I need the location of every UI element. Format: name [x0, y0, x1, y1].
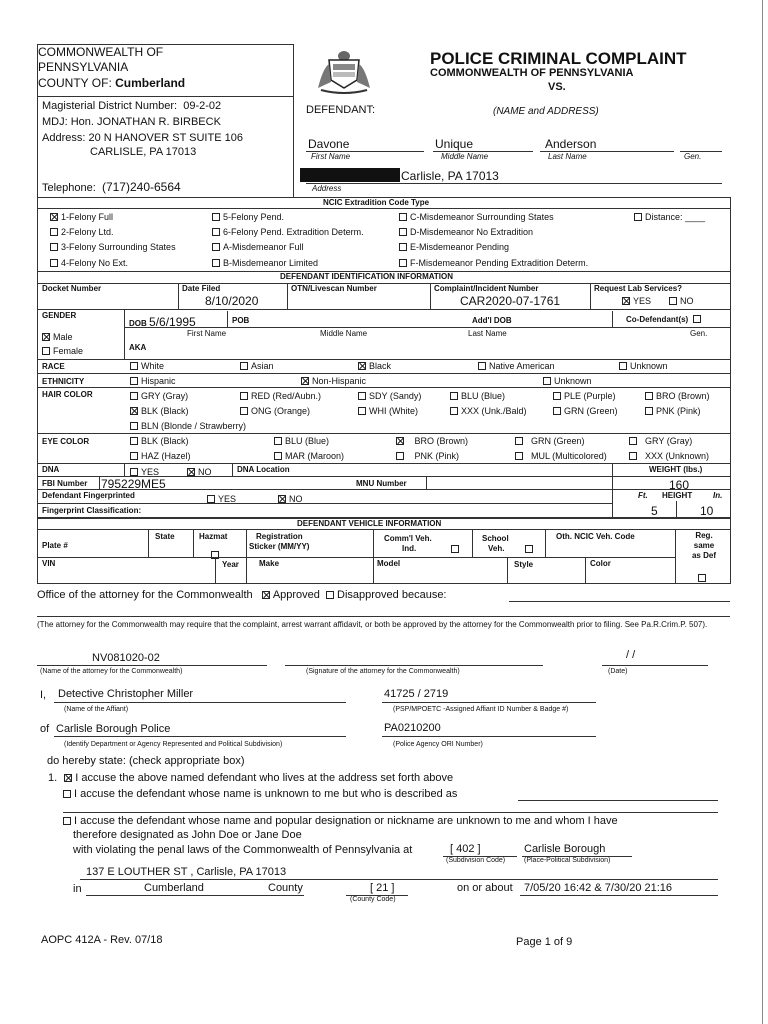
place-caption: (Place-Political Subdivision) [524, 857, 611, 864]
affiant-ori-value: PA0210200 [384, 722, 441, 734]
in-label: in [73, 883, 82, 895]
page-number: Page 1 of 9 [516, 936, 573, 948]
fingerprint-class-label: Fingerprint Classification: [42, 506, 142, 515]
race-label: RACE [42, 362, 65, 371]
hair-blk[interactable]: BLK (Black) [130, 406, 189, 416]
height-ft-value: 5 [651, 504, 658, 518]
accuse-option-1b[interactable]: I accuse the defendant whose name is unknown to me but who is described as [63, 788, 457, 800]
affiant-of-label: of [40, 723, 50, 735]
affiant-ori-caption: (Police Agency ORI Number) [393, 741, 483, 748]
ident-title: DEFENDANT IDENTIFICATION INFORMATION [280, 272, 454, 281]
eye-bro[interactable]: BRO (Brown) [396, 436, 468, 446]
county-line: COUNTY OF: Cumberland [38, 76, 186, 90]
ncic-d-misd-no-ext[interactable]: D-Misdemeanor No Extradition [399, 227, 533, 237]
affiant-badge-value: 41725 / 2719 [384, 688, 449, 700]
ncic-c-misd-surrounding[interactable]: C-Misdemeanor Surrounding States [399, 212, 554, 222]
aka-last-name-caption: Last Name [468, 329, 507, 338]
county-value: Cumberland [144, 882, 204, 894]
eye-haz[interactable]: HAZ (Hazel) [130, 451, 191, 461]
aka-label: AKA [129, 343, 147, 352]
pob-label: POB [232, 316, 250, 325]
hair-color-label: HAIR COLOR [42, 390, 93, 399]
weight-label: WEIGHT (lbs.) [649, 465, 703, 474]
state-label: State [155, 532, 175, 541]
ncic-2-felony-ltd[interactable]: 2-Felony Ltd. [50, 227, 114, 237]
hair-ple[interactable]: PLE (Purple) [553, 391, 616, 401]
violating-statement: with violating the penal laws of the Commonwealth of Pennsylvania at [73, 844, 413, 856]
ncic-distance[interactable]: Distance: ____ [634, 212, 705, 222]
complaint-subtitle: COMMONWEALTH OF PENNSYLVANIA [430, 67, 634, 79]
aka-first-name-caption: First Name [187, 329, 227, 338]
registration-label1: Registration [256, 532, 303, 541]
weight-value: 160 [669, 478, 690, 492]
attorney-approval: Office of the attorney for the Commonwealth Approved Disapproved because: [37, 589, 447, 601]
lab-yes[interactable]: YES [622, 296, 651, 306]
dna-location-label: DNA Location [237, 465, 290, 474]
affiant-badge-caption: (PSP/MPOETC -Assigned Affiant ID Number & Badge #) [393, 706, 569, 713]
ncic-1-felony-full[interactable]: 1-Felony Full [50, 212, 113, 222]
complaint-number-label: Complaint/Incident Number [434, 284, 539, 293]
on-or-about-label: on or about [457, 882, 513, 894]
height-in-label: In. [713, 491, 723, 500]
ethnicity-unknown[interactable]: Unknown [543, 376, 592, 386]
fingerprinted-label: Defendant Fingerprinted [42, 491, 135, 500]
ncic-5-felony-pend[interactable]: 5-Felony Pend. [212, 212, 284, 222]
form-id: AOPC 412A - Rev. 07/18 [41, 934, 163, 946]
fbi-label: FBI Number [42, 479, 88, 488]
attorney-name-caption: (Name of the attorney for the Commonwealth) [40, 668, 183, 675]
ethnicity-label: ETHNICITY [42, 377, 85, 386]
hair-sdy[interactable]: SDY (Sandy) [358, 391, 421, 401]
county-label: County [268, 882, 303, 894]
style-label: Style [514, 560, 534, 569]
school-veh-checkbox[interactable] [525, 539, 536, 557]
accuse-option-1c[interactable]: I accuse the defendant whose name and popular designation or nickname are unknown to me and whom I have [63, 815, 618, 827]
defendant-label: DEFENDANT: [306, 104, 376, 116]
complaint-title: POLICE CRIMINAL COMPLAINT [430, 49, 687, 68]
ncic-title: NCIC Extradition Code Type [323, 198, 430, 207]
ethnicity-non-hispanic[interactable]: Non-Hispanic [301, 376, 366, 386]
date-filed-value: 8/10/2020 [205, 294, 259, 308]
reg-same-label: Reg. same as Def [691, 531, 716, 560]
hair-bro[interactable]: BRO (Brown) [645, 391, 710, 401]
reg-same-checkbox[interactable] [698, 568, 709, 586]
race-white[interactable]: White [130, 361, 164, 371]
dna-no[interactable]: NO [187, 467, 212, 477]
race-asian[interactable]: Asian [240, 361, 274, 371]
aka-middle-name-caption: Middle Name [320, 329, 368, 338]
court-address-line2: CARLISLE, PA 17013 [90, 146, 197, 158]
hair-whi[interactable]: WHI (White) [358, 406, 418, 416]
ncic-f-misd-pending-ext[interactable]: F-Misdemeanor Pending Extradition Determ. [399, 258, 588, 268]
first-name-caption: First Name [311, 152, 351, 161]
hair-red[interactable]: RED (Red/Aubn.) [240, 391, 321, 401]
gender-male[interactable]: Male [42, 332, 73, 342]
eye-xxx[interactable]: XXX (Unknown) [629, 451, 709, 461]
vs-label: VS. [548, 81, 566, 93]
gen-caption: Gen. [684, 152, 702, 161]
school-veh-label1: School [482, 534, 509, 543]
vehicle-title: DEFENDANT VEHICLE INFORMATION [297, 519, 442, 528]
county-code-caption: (County Code) [350, 896, 396, 903]
hair-grn[interactable]: GRN (Green) [553, 406, 618, 416]
mdj-name: MDJ: Hon. JONATHAN R. BIRBECK [42, 116, 221, 128]
complaint-number-value: CAR2020-07-1761 [460, 294, 561, 308]
dna-label: DNA [42, 465, 60, 474]
eye-color-label: EYE COLOR [42, 437, 90, 446]
hazmat-checkbox[interactable] [211, 545, 222, 563]
attorney-note: (The attorney for the Commonwealth may require that the complaint, arrest warrant affidavit, or both be approved by the attorney for the Commonwealth prior to filing. See Pa.R.Crim.P. 507). [37, 620, 708, 629]
comm-veh-checkbox[interactable] [451, 539, 462, 557]
district-number: Magisterial District Number: 09-2-02 [42, 100, 222, 112]
court-telephone: Telephone: (717)240-6564 [42, 180, 181, 194]
hazmat-label: Hazmat [199, 532, 228, 541]
affiant-name-caption: (Name of the Affiant) [64, 706, 129, 713]
redacted-street [300, 168, 400, 182]
disapproved-checkbox[interactable] [326, 591, 334, 599]
ncic-e-misd-pending[interactable]: E-Misdemeanor Pending [399, 242, 509, 252]
hair-blu[interactable]: BLU (Blue) [450, 391, 505, 401]
color-label: Color [590, 559, 611, 568]
hair-pnk[interactable]: PNK (Pink) [645, 406, 701, 416]
accuse-option-1c-line2: therefore designated as John Doe or Jane Doe [73, 829, 302, 841]
school-veh-label2: Veh. [488, 544, 505, 553]
height-ft-label: Ft. [638, 491, 648, 500]
ncic-b-misd-limited[interactable]: B-Misdemeanor Limited [212, 258, 318, 268]
approved-checkbox[interactable] [262, 591, 270, 599]
fingerprinted-no[interactable]: NO [278, 494, 303, 504]
defendant-middle-name: Unique [435, 137, 474, 151]
attorney-name-value: NV081020-02 [92, 652, 160, 664]
place-value: Carlisle Borough [524, 843, 606, 855]
aka-gen-caption: Gen. [690, 329, 708, 338]
state-line2: PENNSYLVANIA [38, 60, 129, 74]
pennsylvania-seal-icon [315, 48, 373, 94]
ethnicity-hispanic[interactable]: Hispanic [130, 376, 176, 386]
accuse-option-1a[interactable]: 1. I accuse the above named defendant who lives at the address set forth above [48, 772, 454, 784]
fingerprinted-yes[interactable]: YES [207, 494, 236, 504]
race-unknown[interactable]: Unknown [619, 361, 668, 371]
affiant-dept-value: Carlisle Borough Police [56, 723, 171, 735]
race-black[interactable]: Black [358, 361, 391, 371]
model-label: Model [377, 559, 401, 568]
otn-label: OTN/Livescan Number [291, 284, 377, 293]
lab-no[interactable]: NO [669, 296, 694, 306]
gender-label: GENDER [42, 311, 77, 320]
eye-blu[interactable]: BLU (Blue) [274, 436, 329, 446]
addl-dob-label: Add'l DOB [472, 316, 512, 325]
last-name-caption: Last Name [548, 152, 587, 161]
eye-pnk[interactable]: PNK (Pink) [396, 451, 459, 461]
defendant-city: Carlisle, PA 17013 [401, 169, 499, 183]
ncic-a-misd-full[interactable]: A-Misdemeanor Full [212, 242, 304, 252]
oth-ncic-label: Oth. NCIC Veh. Code [556, 532, 635, 541]
lab-services-label: Request Lab Services? [594, 284, 683, 293]
race-native-american[interactable]: Native American [478, 361, 555, 371]
attorney-signature-caption: (Signature of the attorney for the Commonwealth) [306, 668, 460, 675]
vin-label: VIN [42, 559, 56, 568]
middle-name-caption: Middle Name [441, 152, 489, 161]
eye-grn[interactable]: GRN (Green) [515, 436, 585, 446]
incident-dates: 7/05/20 16:42 & 7/30/20 21:16 [524, 882, 673, 894]
ncic-3-felony-surrounding[interactable]: 3-Felony Surrounding States [50, 242, 176, 252]
date-filed-label: Date Filed [182, 284, 221, 293]
hair-gry[interactable]: GRY (Gray) [130, 391, 188, 401]
hair-bln[interactable]: BLN (Blonde / Strawberry) [130, 421, 246, 431]
mnu-label: MNU Number [356, 479, 407, 488]
co-defendants[interactable]: Co-Defendant(s) [626, 315, 704, 324]
address-caption: Address [312, 184, 342, 193]
affiant-i-label: I, [40, 689, 47, 701]
attorney-date-caption: (Date) [608, 668, 628, 675]
gender-female[interactable]: Female [42, 346, 83, 356]
height-in-value: 10 [700, 504, 714, 518]
fbi-value: 795229ME5 [101, 477, 166, 491]
hair-ong[interactable]: ONG (Orange) [240, 406, 310, 416]
year-label: Year [222, 560, 239, 569]
do-hereby-state: do hereby state: (check appropriate box) [47, 755, 245, 767]
defendant-first-name: Davone [308, 137, 350, 151]
comm-veh-label2: Ind. [402, 544, 417, 553]
ncic-6-felony-pend-ext[interactable]: 6-Felony Pend. Extradition Determ. [212, 227, 364, 237]
eye-mar[interactable]: MAR (Maroon) [274, 451, 344, 461]
county-code-value: [ 21 ] [370, 882, 395, 894]
dob: DOB 5/6/1995 [129, 315, 196, 329]
court-address: Address: 20 N HANOVER ST SUITE 106 [42, 132, 243, 144]
eye-gry[interactable]: GRY (Gray) [629, 436, 692, 446]
hair-xxx[interactable]: XXX (Unk./Bald) [450, 406, 527, 416]
plate-label: Plate # [42, 541, 68, 550]
height-label: HEIGHT [662, 491, 693, 500]
make-label: Make [259, 559, 280, 568]
dna-yes[interactable]: YES [130, 467, 159, 477]
comm-veh-label1: Comm'l Veh. [384, 534, 432, 543]
state-line1: COMMONWEALTH OF [38, 45, 164, 59]
ncic-4-felony-no-ext[interactable]: 4-Felony No Ext. [50, 258, 128, 268]
eye-mul[interactable]: MUL (Multicolored) [515, 451, 607, 461]
name-address-label: (NAME and ADDRESS) [493, 106, 599, 117]
registration-label2: Sticker (MM/YY) [249, 542, 310, 551]
defendant-last-name: Anderson [545, 137, 597, 151]
incident-street: 137 E LOUTHER ST , Carlisle, PA 17013 [86, 866, 287, 878]
affiant-name-value: Detective Christopher Miller [58, 688, 194, 700]
attorney-date-value: / / [626, 649, 636, 661]
docket-label: Docket Number [42, 284, 102, 293]
subdivision-code-value: [ 402 ] [450, 843, 481, 855]
eye-blk[interactable]: BLK (Black) [130, 436, 189, 446]
affiant-dept-caption: (Identify Department or Agency Represented and Political Subdivision) [64, 741, 283, 748]
subdivision-code-caption: (Subdivision Code) [446, 857, 506, 864]
